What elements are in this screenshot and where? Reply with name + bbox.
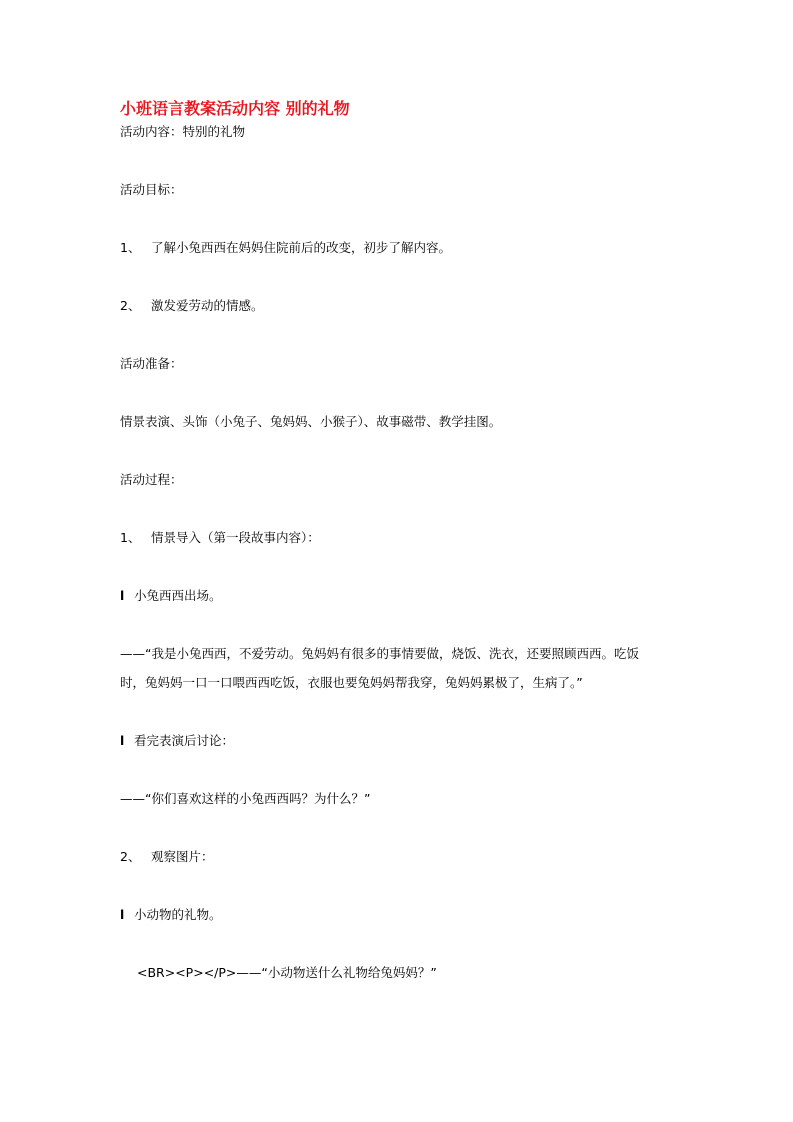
process-heading: 活动过程：: [120, 472, 183, 487]
goal-2-text: 激发爱劳动的情感。: [151, 298, 264, 313]
prep-text: 情景表演、头饰（小兔子、兔妈妈、小猴子）、故事磁带、教学挂图。: [120, 414, 502, 429]
bullet-2: [120, 732, 234, 750]
prep-heading: 活动准备：: [120, 356, 183, 371]
bullet-1-text: 小兔西西出场。: [134, 588, 222, 603]
quote-1-line-2: 时，兔妈妈一口一口喂西西吃饭，衣服也要兔妈妈帮我穿，兔妈妈累极了，生病了。”: [120, 675, 583, 690]
document-title: 小班语言教案活动内容 别的礼物: [120, 99, 350, 118]
step-2: [120, 848, 214, 866]
quote-2: ——“你们喜欢这样的小兔西西吗？为什么？”: [120, 791, 371, 806]
bullet-2-text: 看完表演后讨论：: [134, 733, 235, 748]
goal-1-number: 1、: [120, 240, 141, 255]
quote-3: <BR><P></P>——“小动物送什么礼物给兔妈妈？”: [137, 965, 437, 980]
step-2-number: 2、: [120, 849, 141, 864]
step-2-text: 观察图片：: [151, 849, 214, 864]
bullet-1: [120, 587, 222, 605]
quote-1-line-1: ——“我是小兔西西，不爱劳动。兔妈妈有很多的事情要做，烧饭、洗衣，还要照顾西西。吃饭: [120, 646, 639, 661]
step-1-number: 1、: [120, 530, 141, 545]
goal-2-number: 2、: [120, 298, 141, 313]
bullet-2-mark: l: [120, 733, 125, 748]
goals-heading: 活动目标：: [120, 182, 183, 197]
goal-2: [120, 297, 264, 315]
goal-1: [120, 239, 451, 257]
bullet-3-text: 小动物的礼物。: [134, 907, 222, 922]
activity-content-line: 活动内容：特别的礼物: [120, 124, 246, 139]
bullet-3-mark: l: [120, 907, 125, 922]
bullet-3: [120, 906, 222, 924]
step-1: [120, 529, 320, 547]
step-1-text: 情景导入（第一段故事内容）：: [151, 530, 320, 545]
goal-1-text: 了解小兔西西在妈妈住院前后的改变，初步了解内容。: [151, 240, 452, 255]
bullet-1-mark: l: [120, 588, 125, 603]
